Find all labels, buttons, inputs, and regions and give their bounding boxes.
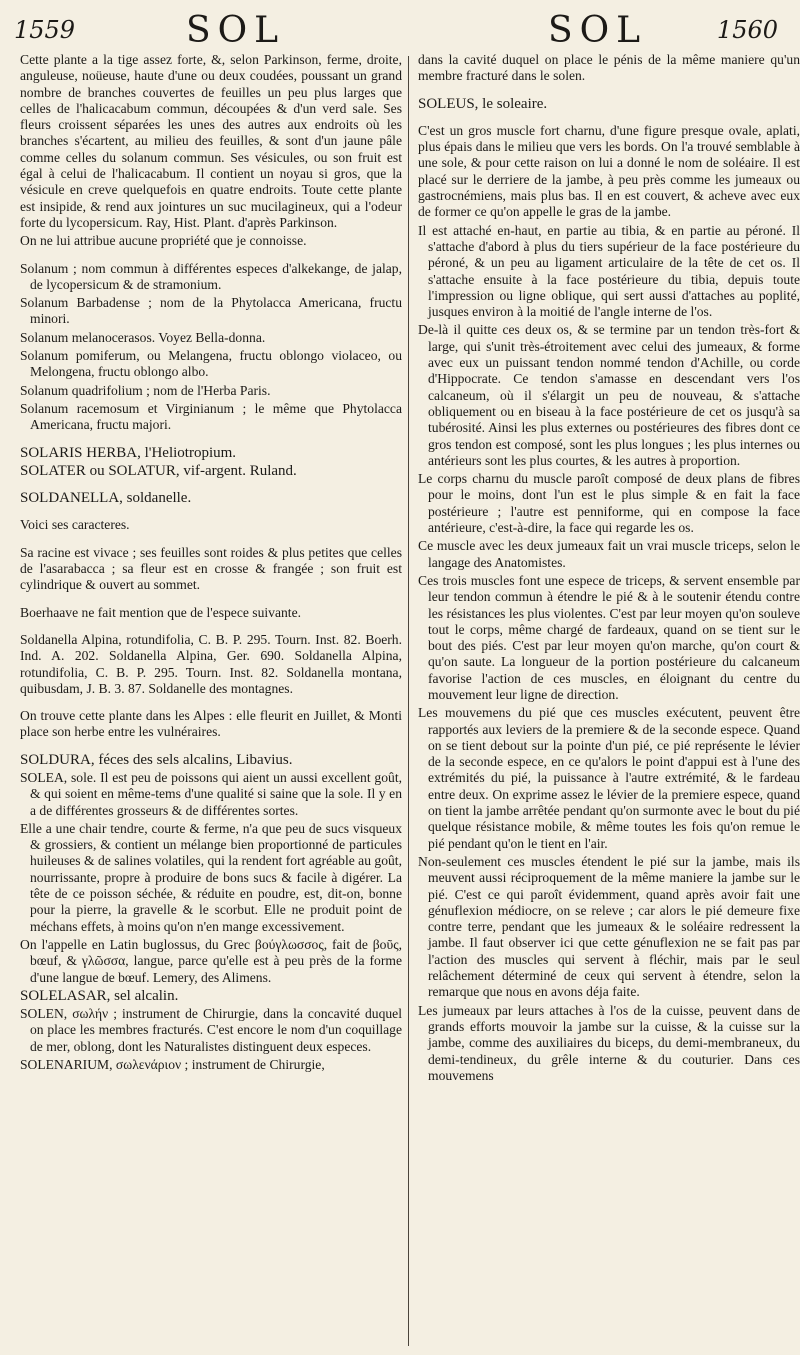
entry-solanum-racemosum: Solanum racemosum et Virginianum ; le même que Phytolacca Americana, fructu majori. [20, 400, 402, 433]
entry-solea: SOLEA, sole. Il est peu de poissons qui aient un aussi excellent goût, & qui soient en même-tems d'une qualité si saine que la sole. Il y en a de différentes grosseurs & de différentes sortes. [20, 769, 402, 818]
paragraph: Boerhaave ne fait mention que de l'espece suivante. [20, 604, 302, 620]
paragraph: Le corps charnu du muscle paroît composé de deux plans de fibres pour le moins, dont l'un est le plus simple & en fait la face postérieure ; l'autre est penniforme, qui en compose la face antérieure, c'est-à-dire, la face qui regarde les os. [418, 471, 800, 536]
entry-solen: SOLEN, σωλήν ; instrument de Chirurgie, dans la concavité duquel on place les membres fracturés. C'est encore le nom d'un coquillage de mer, oblong, dont les Naturalistes distinguent deux especes. [20, 1006, 402, 1054]
paragraph: Non-seulement ces muscles étendent le pié sur la jambe, mais ils meuvent aussi réciproquement de la même maniere la jambe sur le pié. C'est ce qui paroît évidemment, quand après avoir fait une génuflexion médiocre, on se releve ; car alors le pié demeure fixe contre terre, pendant que les jumeaux & le soléaire redressent la jambe. Il faut observer ici que cette génuflexion ne se fait pas par l'action des muscles qui servent à fléchir, mais par le seul relâchement déterminé de ceux qui servent à étendre, selon la remarque que nous en avons déja faite. [418, 853, 800, 1000]
running-headword-right: SOL [548, 10, 648, 51]
paragraph: Ces trois muscles font une espece de triceps, & servent ensemble par leur tendon commun à étendre le pié & à le soutenir étendu contre les résistances les plus violentes. C'est par leur moyen qu'on souleve tout le corps, même chargé de fardeaux, quand on se tient sur le bout des piés. C'est par leur moyen qu'on marche, qu'on court & qu'on saute. La longueur de la portion postérieure du calcaneum favorise l'action de ces muscles, en éloignant du centre du mouvement leur ligne de direction. [418, 572, 800, 702]
entry-solaris-herba: SOLARIS HERBA, l'Heliotropium. [20, 444, 237, 461]
paragraph: Cette plante a la tige assez forte, &, selon Parkinson, ferme, droite, anguleuse, noüeuse, haute d'une ou deux coudées, poussant un grand nombre de branches couvertes de feuilles un peu plus larges que celles de l'halicacabum commun, découpées & d'un verd sale. Ses fleurs croissent séparées les unes des autres aux endroits où les branches s'écartent, au milieu des feuilles, & sont d'un jaune pâle comme celles du solanum commun. Ses vésicules, ou son fruit est égal à celui de l'halicacabum. Il contient un noyau si gros, que la vésicule en creve quelquefois en quatre endroits. Toute cette plante est insipide, & rend aux jointures un suc mucilagineux, qui a l'odeur forte du lycopersicum. Ray, Hist. Plant. d'après Parkinson. [20, 52, 402, 230]
paragraph: Soldanella Alpina, rotundifolia, C. B. P. 295. Tourn. Inst. 82. Boerh. Ind. A. 202. Soldanella Alpina, Ger. 690. Soldanella Alpina, rotundifolia, C. B. P. 295. Tourn. Inst. 82. Soldanella montana, quibusdam, J. B. 3. 87. Soldanelle des montagnes. [20, 631, 402, 696]
entry-solanum: Solanum ; nom commun à différentes especes d'alkekange, de jalap, de lycopersicum & de stramonium. [20, 260, 402, 292]
paragraph: On trouve cette plante dans les Alpes : elle fleurit en Juillet, & Monti place son herbe entre les vulnéraires. [20, 708, 402, 740]
entry-solanum-barbadense: Solanum Barbadense ; nom de la Phytolacca Americana, fructu minori. [20, 295, 402, 327]
paragraph: dans la cavité duquel on place le pénis de la même maniere qu'un membre fracturé dans le solen. [418, 52, 800, 84]
paragraph: De-là il quitte ces deux os, & se termine par un tendon très-fort & large, qui s'unit très-étroitement avec celui des jumeaux, & forme avec eux un puissant tendon nommé tendon d'Achille, ou corde d'Hippocrate. Ce tendon s'amasse en descendant vers l'os calcaneum, où il s'élargit un peu de nouveau, & s'attache obliquement ou en biseau à la face postérieure de cet os jusqu'à sa tubérosité. Ainsi les plus externes ou postérieures des fibres dont ce gros tendon est composé, sont les plus longues ; les plus internes ou antérieurs sont les plus courtes, & les autres à proportion. [418, 322, 800, 468]
paragraph: On l'appelle en Latin buglossus, du Grec βούγλωσσος, fait de βοῦς, bœuf, & γλῶσσα, langue, parce qu'elle est à peu près de la forme d'une langue de bœuf. Lemery, des Alimens. [20, 936, 402, 985]
paragraph: Voici ses caracteres. [20, 517, 130, 533]
entry-solanum-melanocerasos: Solanum melanocerasos. Voyez Bella-donna. [20, 329, 266, 345]
paragraph: Les jumeaux par leurs attaches à l'os de la cuisse, peuvent dans de grands efforts mouvoir la jambe sur la cuisse, & la cuisse sur la jambe, comme des auxiliaires du biceps, du demi-membraneux, du demi-tendineux, du grêle interne & du couturier. Dans ces mouvemens [418, 1002, 800, 1083]
paragraph: Les mouvemens du pié que ces muscles exécutent, peuvent être rapportés aux leviers de la premiere & de la seconde espece. Quand on se tient debout sur la pointe d'un pié, ce pié représente le lévier de la seconde espece, en ce qu'alors le point d'appui est à l'une des extrémités du pié, la puissance à l'autre extrémité, & le fardeau entre deux. On exprime assez le lévier de la premiere espece, quand on tient la jambe arrêtée pendant qu'on surmonte avec le bout du pié quelque résistance mobile, & même toutes les fois qu'on remue le pié pendant qu'on le tient en l'air. [418, 705, 800, 851]
entry-solanum-pomiferum: Solanum pomiferum, ou Melangena, fructu oblongo violaceo, ou Melongena, fructu oblongo albo. [20, 348, 402, 380]
entry-soleus: SOLEUS, le soleaire. [418, 95, 548, 112]
paragraph: Ce muscle avec les deux jumeaux fait un vrai muscle triceps, selon le langage des Anatomistes. [418, 538, 800, 570]
page-number-right: 1560 [716, 16, 778, 44]
paragraph: Elle a une chair tendre, courte & ferme, n'a que peu de sucs visqueux & grossiers, & contient un mélange bien proportionné de particules huileuses & de salines volatiles, qui la rendent fort agréable au goût, nourrissante, propre à produire de bons sucs & facile à digérer. La tête de ce poisson séchée, & réduite en poudre, est, dit-on, bonne pour la pierre, la gravelle & le scorbut. Elle ne produit point de méchans effets, à moins qu'on n'en mange excessivement. [20, 820, 402, 934]
paragraph: Il est attaché en-haut, en partie au tibia, & en partie au péroné. Il s'attache d'abord à plus du tiers supérieur de la face postérieure du péroné, & un peu au ligament articulaire de la tête de cet os. Il s'attache ensuite à la face postérieure du tibia, depuis toute l'impression ou ligne oblique, qui sert aussi d'attaches au poplité, jusques environ à la moitié de l'angle interne de l'os. [418, 222, 800, 320]
column-divider [408, 56, 409, 1346]
page-header [0, 6, 800, 50]
paragraph: On ne lui attribue aucune propriété que je connoisse. [20, 233, 307, 249]
paragraph: C'est un gros muscle fort charnu, d'une figure presque ovale, aplati, plus épais dans le milieu que vers les bords. On l'a trouvé semblable à une sole, & pour cette raison on lui a donné le nom de soléaire. Il est placé sur le derriere de la jambe, à peu près comme les jumeaux ou gastrocnémiens, mais plus bas. Il en est couvert, & acheve avec eux de former ce qu'on appelle le gras de la jambe. [418, 122, 800, 220]
running-headword-left: SOL [186, 10, 286, 51]
entry-soldanella: SOLDANELLA, soldanelle. [20, 490, 192, 507]
right-column [418, 52, 800, 1086]
entry-solater: SOLATER ou SOLATUR, vif-argent. Ruland. [20, 462, 297, 479]
paragraph: Sa racine est vivace ; ses feuilles sont roides & plus petites que celles de l'asarabacca ; sa fleur est en crosse & frangée ; son fruit est cylindrique & ouvert au sommet. [20, 544, 402, 593]
entry-solenarium: SOLENARIUM, σωλενάριον ; instrument de Chirurgie, [20, 1057, 325, 1073]
entry-solelasar: SOLELASAR, sel alcalin. [20, 987, 179, 1004]
entry-soldura: SOLDURA, féces des sels alcalins, Libavius. [20, 751, 293, 768]
entry-solanum-quadrifolium: Solanum quadrifolium ; nom de l'Herba Paris. [20, 382, 271, 398]
page-number-left: 1559 [14, 16, 76, 44]
left-column [20, 52, 402, 1075]
